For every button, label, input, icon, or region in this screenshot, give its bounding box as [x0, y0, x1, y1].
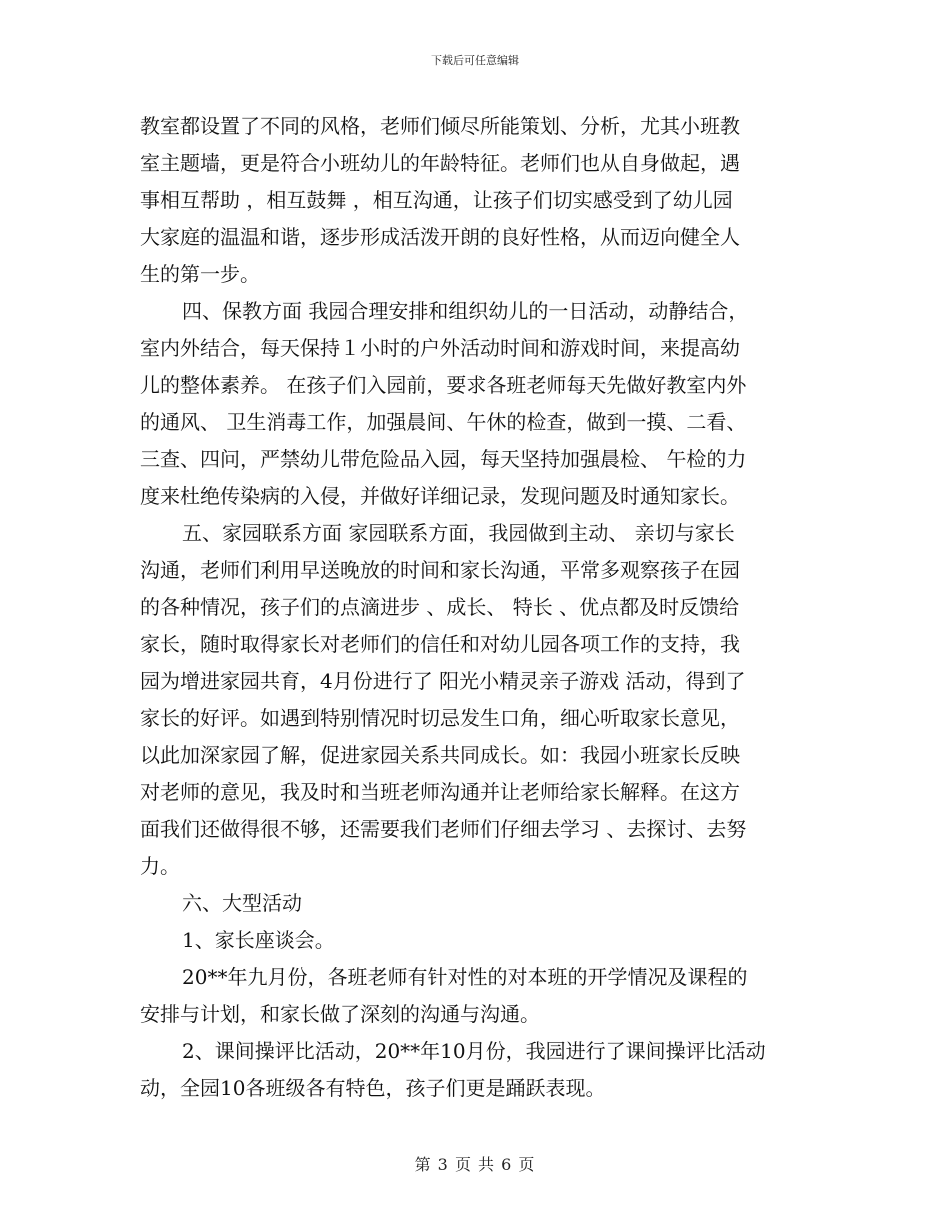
text-line: 1、家长座谈会。: [182, 928, 335, 952]
text-line: 事相互帮助 ，相互鼓舞 ，相互沟通，让孩子们切实感受到了幼儿园: [140, 188, 733, 212]
text-line: 的各种情况，孩子们的点滴进步 、成长、 特长 、优点都及时反馈给: [140, 595, 740, 619]
section-heading-line: 四、保教方面 我园合理安排和组织幼儿的一日活动，动静结合，: [182, 299, 749, 323]
text-line: 家长，随时取得家长对老师们的信任和对幼儿园各项工作的支持，我: [140, 632, 740, 656]
text-line: 大家庭的温温和谐，逐步形成活泼开朗的良好性格，从而迈向健全人: [140, 225, 740, 249]
text-line: 面我们还做得很不够，还需要我们老师们仔细去学习 、去探讨、去努: [140, 817, 747, 841]
text-line: 园为增进家园共育，4月份进行了 阳光小精灵亲子游戏 活动，得到了: [140, 669, 746, 693]
document-body: [140, 108, 805, 1107]
section-heading-line: 五、家园联系方面 家园联系方面，我园做到主动、 亲切与家长: [182, 521, 735, 545]
text-line: 的通风、 卫生消毒工作，加强晨间、午休的检查，做到一摸、二看、: [140, 410, 747, 434]
text-line: 生的第一步。: [140, 262, 260, 286]
section-heading-line: 六、大型活动: [182, 891, 302, 915]
text-line: 力。: [140, 854, 180, 878]
page-header: 下载后可任意编辑: [431, 54, 519, 67]
text-line: 动，全园10各班级各有特色，孩子们更是踊跃表现。: [140, 1076, 606, 1100]
text-line: 安排与计划，和家长做了深刻的沟通与沟通。: [140, 1002, 540, 1026]
text-line: 教室都设置了不同的风格，老师们倾尽所能策划、分析，尤其小班教: [140, 114, 740, 138]
text-line: 20**年九月份，各班老师有针对性的对本班的开学情况及课程的: [182, 965, 748, 989]
text-line: 度来杜绝传染病的入侵，并做好详细记录，发现问题及时通知家长。: [140, 484, 740, 508]
text-line: 三查、四问，严禁幼儿带危险品入园，每天坚持加强晨检、 午检的力: [140, 447, 747, 471]
text-line: 沟通，老师们利用早送晚放的时间和家长沟通，平常多观察孩子在园: [140, 558, 740, 582]
text-line: 家长的好评。如遇到特别情况时切忌发生口角，细心听取家长意见，: [140, 706, 740, 730]
text-line: 2、课间操评比活动，20**年10月份，我园进行了课间操评比活动: [182, 1039, 766, 1063]
page-footer: 第 3 页 共 6 页: [414, 1155, 536, 1174]
text-line: 儿的整体素养。 在孩子们入园前，要求各班老师每天先做好教室内外: [140, 373, 747, 397]
text-line: 室主题墙，更是符合小班幼儿的年龄特征。老师们也从自身做起，遇: [140, 151, 740, 175]
text-line: 对老师的意见，我及时和当班老师沟通并让老师给家长解释。在这方: [140, 780, 740, 804]
text-line: 室内外结合，每天保持１小时的户外活动时间和游戏时间，来提高幼: [140, 336, 740, 360]
text-line: 以此加深家园了解，促进家园关系共同成长。如：我园小班家长反映: [140, 743, 740, 767]
